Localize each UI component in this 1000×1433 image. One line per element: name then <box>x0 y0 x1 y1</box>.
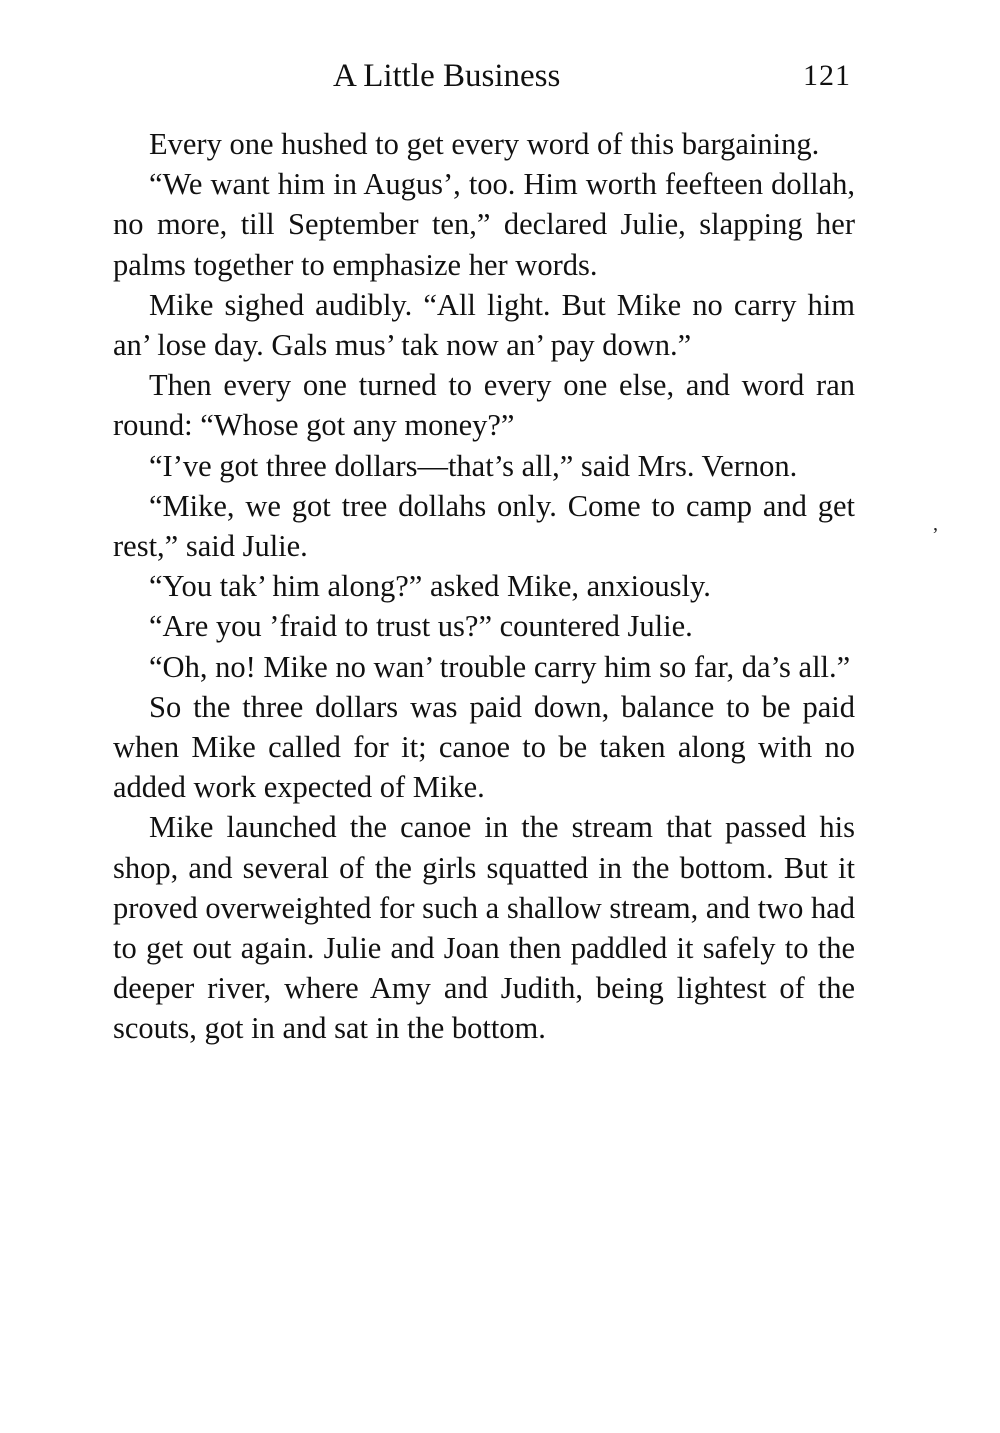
book-page <box>113 46 855 1049</box>
page-number: 121 <box>803 59 851 92</box>
paragraph: “I’ve got three dollars—that’s all,” said Mrs. Vernon. <box>149 448 798 483</box>
running-head <box>113 46 855 106</box>
paragraph: “Oh, no! Mike no wan’ trouble carry him so far, da’s all.” <box>149 649 851 684</box>
paragraph: “Mike, we got tree dollahs only. Come to camp and get rest,” said Julie. <box>113 488 855 564</box>
paragraph: So the three dollars was paid down, balance to be paid when Mike called for it; canoe to be taken along with no added work expected of Mike. <box>113 689 855 805</box>
paragraph: Mike sighed audibly. “All light. But Mike no carry him an’ lose day. Gals mus’ tak now an’ pay down.” <box>113 287 855 363</box>
running-title: A Little Business <box>333 58 561 94</box>
body-text <box>113 124 855 1049</box>
paragraph: Every one hushed to get every word of this bargaining. <box>149 127 820 161</box>
paragraph: Mike launched the canoe in the stream that passed his shop, and several of the girls squatted in the bottom. But it proved overweighted for such a shallow stream, and two had to get out again. Julie and Joan then paddled it safely to the deeper river, where Amy and Judith, being lightest of the scouts, got in and sat in the bottom. <box>113 810 855 1046</box>
paragraph: Then every one turned to every one else, and word ran round: “Whose got any money?” <box>113 368 855 443</box>
scan-speck: ’ <box>932 524 939 546</box>
paragraph: “We want him in Augus’, too. Him worth feefteen dollah, no more, till September ten,” declared Julie, slapping her palms together to emphasize her words. <box>113 167 855 282</box>
paragraph: “You tak’ him along?” asked Mike, anxiously. <box>149 569 711 604</box>
paragraph: “Are you ’fraid to trust us?” countered Julie. <box>149 609 693 644</box>
